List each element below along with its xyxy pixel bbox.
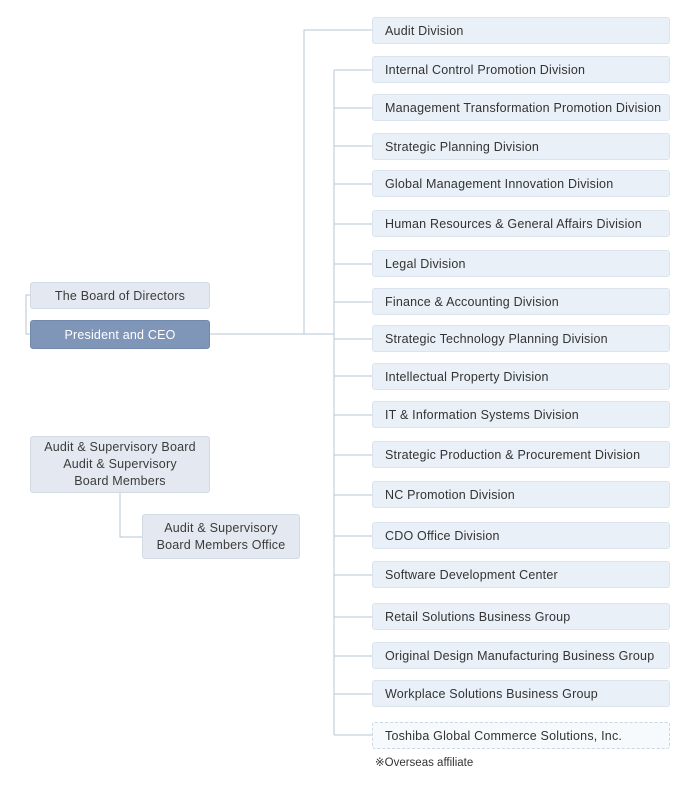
node-division-human-resources-general-affairs-division[interactable] xyxy=(372,210,670,237)
division-label: Management Transformation Promotion Division xyxy=(385,100,662,115)
audit-supervisory-board-line-3: Board Members xyxy=(74,473,166,488)
node-division-cdo-office-division[interactable] xyxy=(372,522,670,549)
node-division-finance-accounting-division[interactable] xyxy=(372,288,670,315)
node-division-strategic-technology-planning-division[interactable] xyxy=(372,325,670,352)
node-division-management-transformation-promotion-division[interactable] xyxy=(372,94,670,121)
division-label: Strategic Production & Procurement Division xyxy=(385,447,641,462)
node-division-software-development-center[interactable] xyxy=(372,561,670,588)
node-audit-board-members-office[interactable] xyxy=(142,514,300,559)
audit-office-line-2: Board Members Office xyxy=(156,537,286,552)
division-label: CDO Office Division xyxy=(385,528,500,543)
node-division-audit-division[interactable] xyxy=(372,17,670,44)
node-division-global-management-innovation-division[interactable] xyxy=(372,170,670,197)
division-label: Intellectual Property Division xyxy=(385,369,549,384)
node-president-ceo[interactable] xyxy=(30,320,210,349)
affiliate-label: Toshiba Global Commerce Solutions, Inc. xyxy=(385,728,623,743)
node-division-it-information-systems-division[interactable] xyxy=(372,401,670,428)
node-division-original-design-manufacturing-business-group[interactable] xyxy=(372,642,670,669)
node-division-nc-promotion-division[interactable] xyxy=(372,481,670,508)
node-affiliate-toshiba-global-commerce-solutions[interactable] xyxy=(372,722,670,749)
node-division-legal-division[interactable] xyxy=(372,250,670,277)
division-label: Original Design Manufacturing Business Group xyxy=(385,648,655,663)
president-ceo-label: President and CEO xyxy=(64,327,176,342)
division-label: Legal Division xyxy=(385,256,466,271)
board-of-directors-label: The Board of Directors xyxy=(54,288,186,303)
node-audit-supervisory-board[interactable] xyxy=(30,436,210,493)
overseas-affiliate-note xyxy=(375,755,473,769)
division-label: Software Development Center xyxy=(385,567,558,582)
division-label: Workplace Solutions Business Group xyxy=(385,686,598,701)
audit-supervisory-board-line-2: Audit & Supervisory xyxy=(63,457,177,472)
node-board-of-directors[interactable] xyxy=(30,282,210,309)
division-label: Audit Division xyxy=(385,23,464,38)
division-label: NC Promotion Division xyxy=(385,487,515,502)
division-label: IT & Information Systems Division xyxy=(385,407,579,422)
node-division-workplace-solutions-business-group[interactable] xyxy=(372,680,670,707)
division-label: Retail Solutions Business Group xyxy=(385,609,571,624)
division-label: Finance & Accounting Division xyxy=(385,294,559,309)
audit-office-line-1: Audit & Supervisory xyxy=(164,520,278,535)
overseas-affiliate-note-label: ※Overseas affiliate xyxy=(375,757,474,769)
division-label: Strategic Technology Planning Division xyxy=(385,331,608,346)
division-label: Global Management Innovation Division xyxy=(385,176,614,191)
node-division-strategic-planning-division[interactable] xyxy=(372,133,670,160)
node-division-retail-solutions-business-group[interactable] xyxy=(372,603,670,630)
node-division-strategic-production-procurement-division[interactable] xyxy=(372,441,670,468)
division-label: Internal Control Promotion Division xyxy=(385,62,586,77)
division-label: Human Resources & General Affairs Division xyxy=(385,216,642,231)
division-label: Strategic Planning Division xyxy=(385,139,540,154)
node-division-internal-control-promotion-division[interactable] xyxy=(372,56,670,83)
node-division-intellectual-property-division[interactable] xyxy=(372,363,670,390)
audit-supervisory-board-line-1: Audit & Supervisory Board xyxy=(44,440,196,455)
